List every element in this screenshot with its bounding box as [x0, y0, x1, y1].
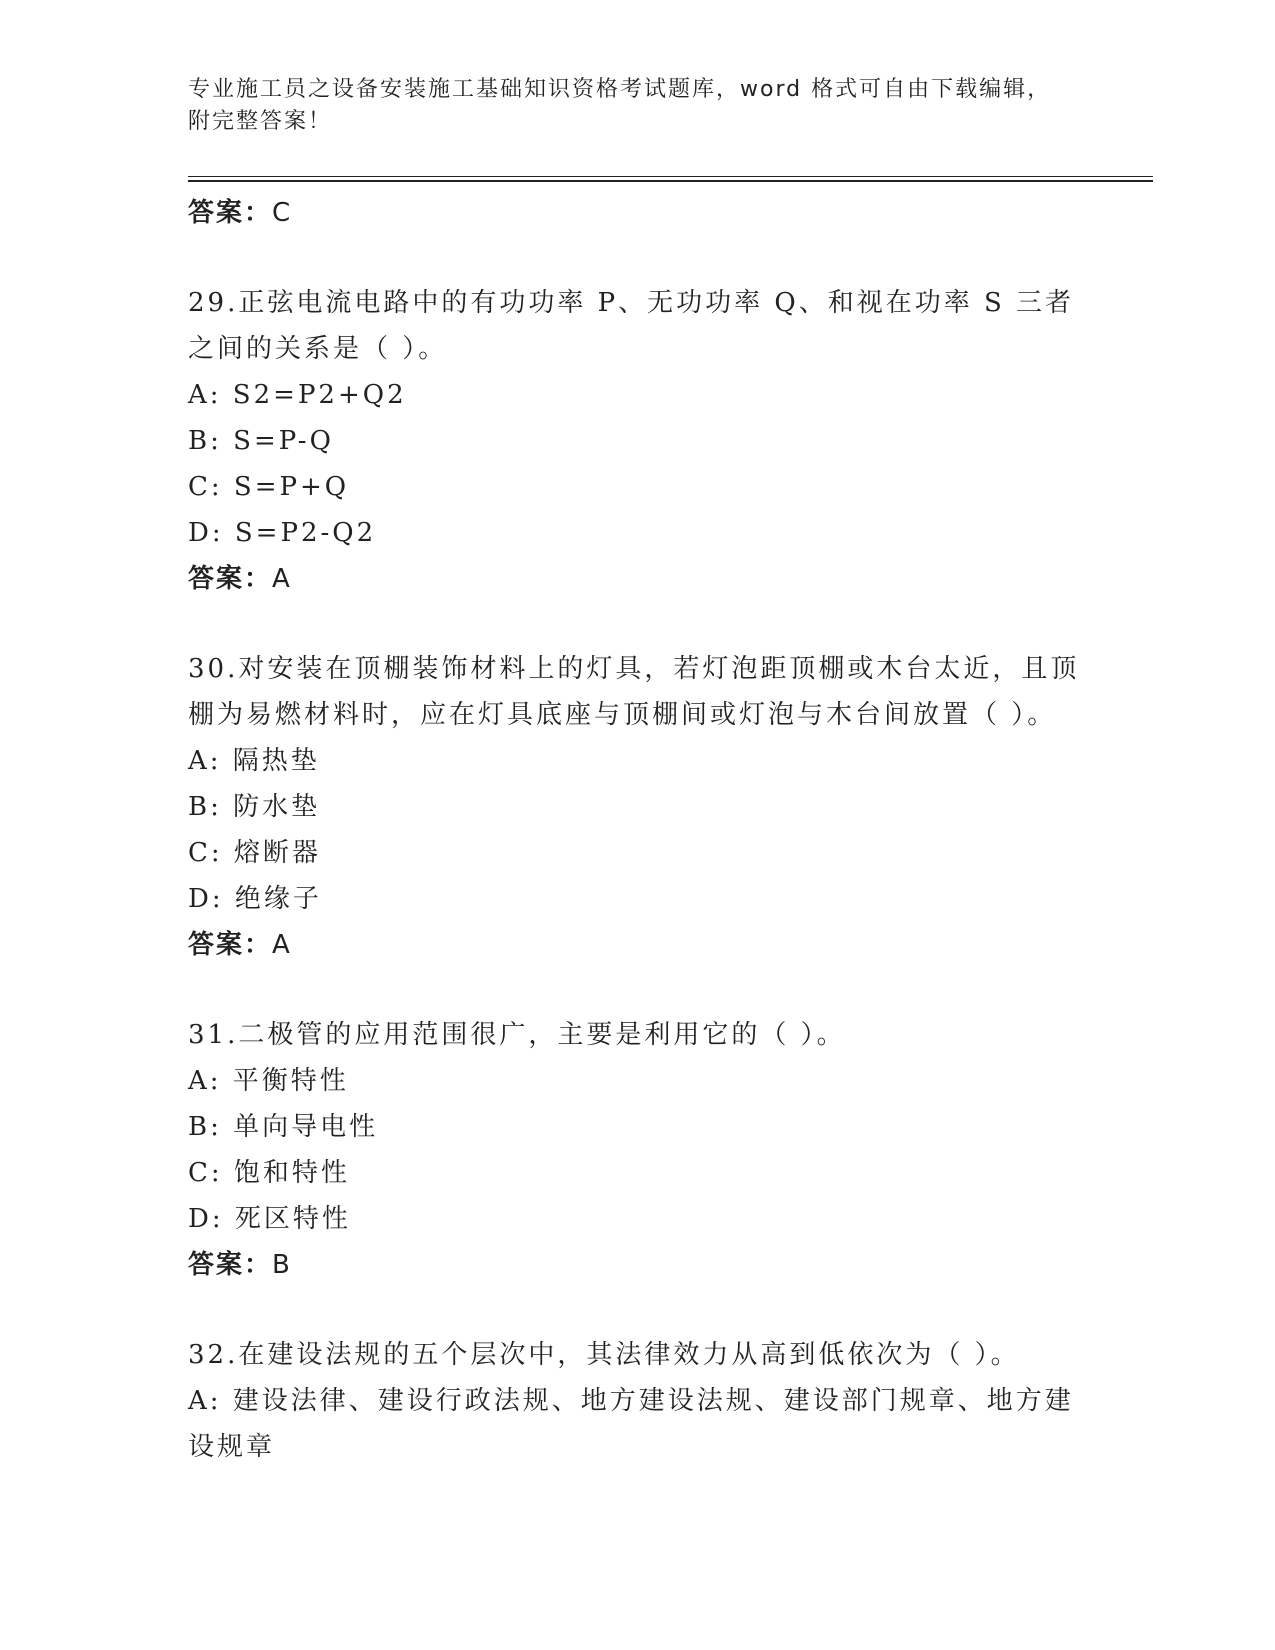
answer-label: 答案：	[188, 198, 273, 228]
option-a: A: S2=P2+Q2	[188, 380, 407, 410]
option-b: B: S=P-Q	[188, 426, 334, 456]
page-header: 专业施工员之设备安装施工基础知识资格考试题库，word 格式可自由下载编辑，附完整答案！	[188, 77, 1052, 134]
question-30	[188, 646, 1088, 968]
answer-label: 答案：	[188, 564, 273, 594]
answer-label: 答案：	[188, 1250, 273, 1280]
option-a: A: 隔热垫	[188, 746, 320, 776]
option-b: B: 单向导电性	[188, 1112, 379, 1142]
answer-value: B	[272, 1250, 292, 1280]
option-c: C: 饱和特性	[188, 1158, 350, 1188]
question-29	[188, 280, 1088, 602]
answer-line	[188, 1242, 1088, 1288]
answer-line	[188, 556, 1088, 602]
answer-line	[188, 922, 1088, 968]
option-d: D: 绝缘子	[188, 884, 322, 914]
option-c: C: S=P+Q	[188, 472, 350, 502]
option-d: D: S=P2-Q2	[188, 518, 377, 548]
answer-line	[188, 190, 1088, 236]
question-stem: 29.正弦电流电路中的有功功率 P、无功功率 Q、和视在功率 S 三者之间的关系是（ ）。	[188, 288, 1075, 364]
answer-label: 答案：	[188, 930, 273, 960]
question-31	[188, 1012, 1088, 1288]
option-d: D: 死区特性	[188, 1204, 351, 1234]
option-a: A: 平衡特性	[188, 1066, 349, 1096]
option-c: C: 熔断器	[188, 838, 321, 868]
question-stem: 30.对安装在顶棚装饰材料上的灯具，若灯泡距顶棚或木台太近，且顶棚为易燃材料时，应在灯具底座与顶棚间或灯泡与木台间放置（ ）。	[188, 654, 1080, 730]
option-b: B: 防水垫	[188, 792, 321, 822]
question-stem: 31.二极管的应用范围很广，主要是利用它的（ ）。	[188, 1020, 846, 1050]
header-divider-thin	[188, 176, 1153, 177]
answer-value: A	[272, 564, 292, 594]
option-a: A: 建设法律、建设行政法规、地方建设法规、建设部门规章、地方建设规章	[188, 1386, 1074, 1462]
answer-value: C	[272, 198, 293, 228]
question-stem: 32.在建设法规的五个层次中，其法律效力从高到低依次为（ ）。	[188, 1340, 1020, 1370]
header-divider-thick	[188, 180, 1153, 182]
document-body	[188, 190, 1088, 1470]
answer-value: A	[272, 930, 292, 960]
question-32	[188, 1332, 1088, 1470]
